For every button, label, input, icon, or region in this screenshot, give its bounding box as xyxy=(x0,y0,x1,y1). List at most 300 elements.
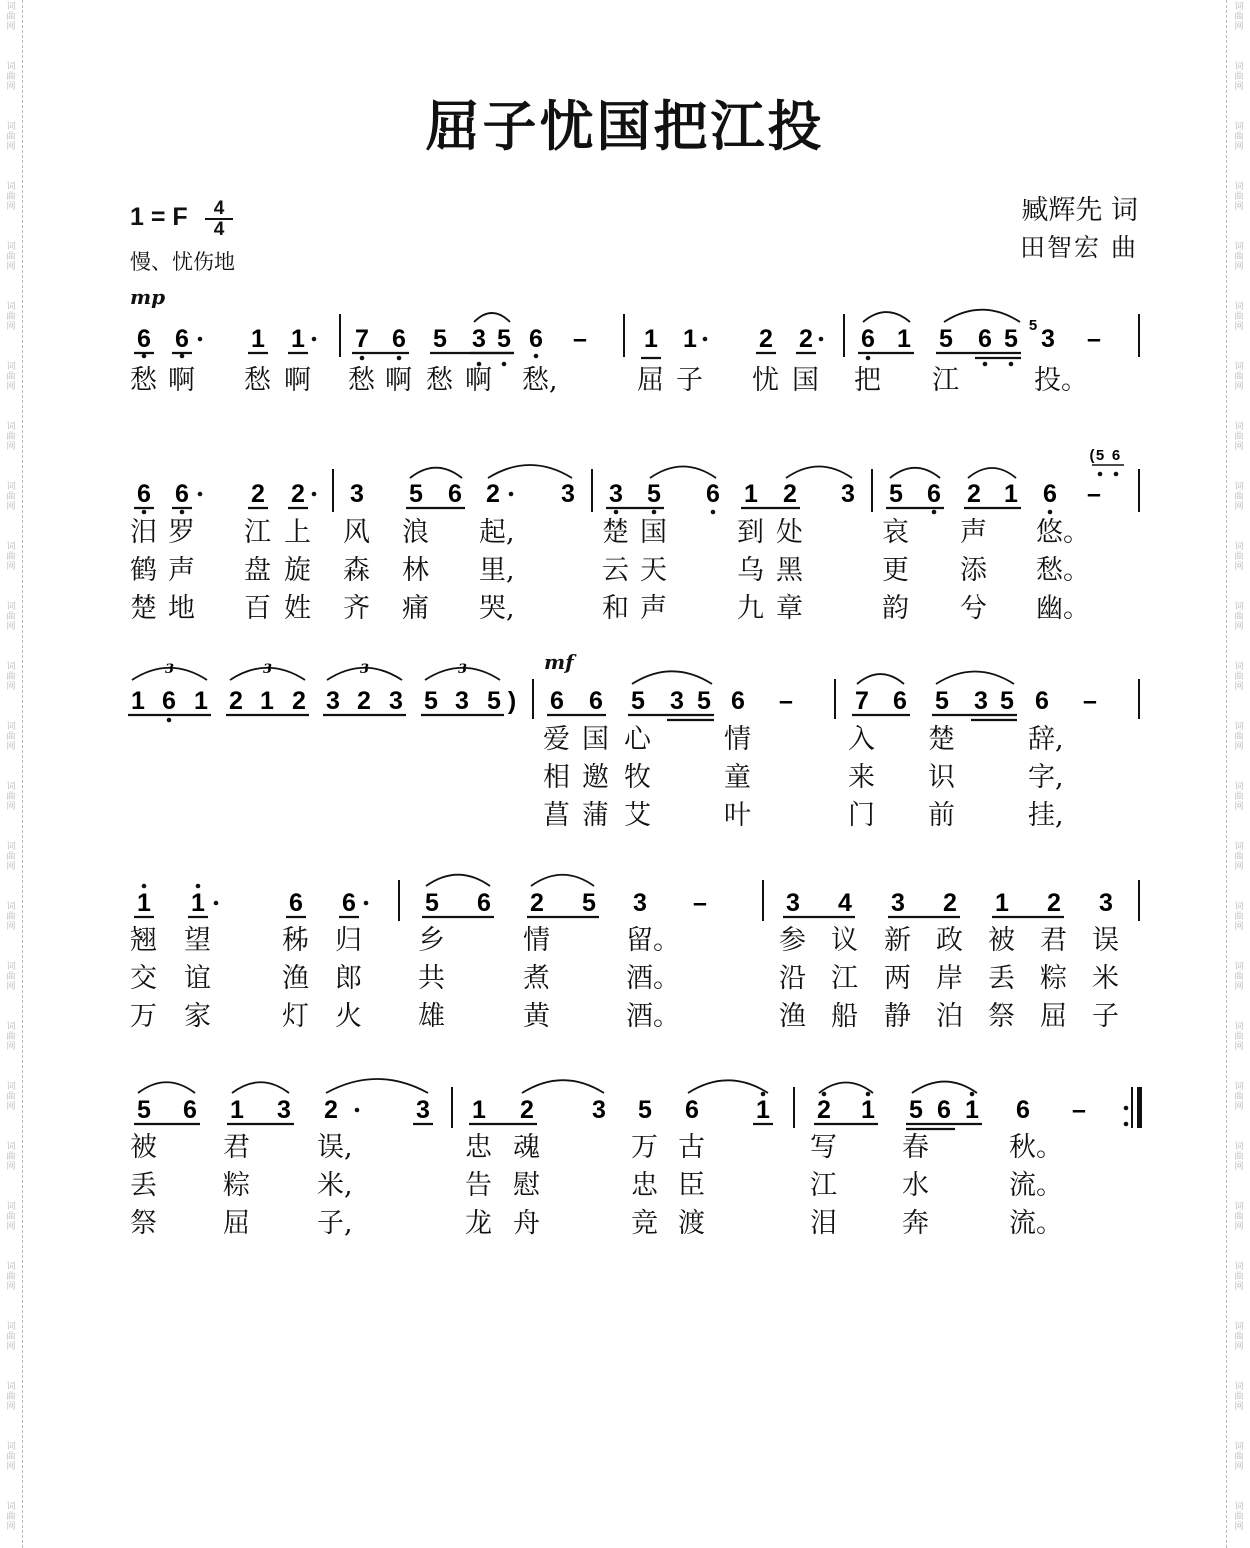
note: 2 xyxy=(357,687,371,715)
note: 2 xyxy=(520,1096,534,1124)
lyric-syllable: 江 xyxy=(810,1170,837,1201)
watermark-text: 词 曲 网 xyxy=(6,182,16,212)
note: 1 xyxy=(131,687,145,715)
watermark-text: 词 曲 网 xyxy=(1234,362,1244,392)
note: 6 xyxy=(978,325,992,353)
watermark-text: 词 曲 网 xyxy=(6,542,16,572)
lyric-syllable: 渡 xyxy=(678,1208,705,1239)
lyric-syllable: 心 xyxy=(624,724,651,755)
lyric-syllable: 留。 xyxy=(626,925,680,956)
octave-dot xyxy=(1009,362,1014,367)
note: 7 xyxy=(855,687,869,715)
lyric-syllable: 春 xyxy=(902,1132,929,1163)
note: 6 xyxy=(589,687,603,715)
note: 1 xyxy=(291,325,305,353)
lyric-syllable: 米 xyxy=(1092,963,1119,994)
lyric-syllable: 煮 xyxy=(523,963,550,994)
note: 1 xyxy=(897,325,911,353)
lyric-syllable: 挂, xyxy=(1028,800,1064,831)
lyric-syllable: 黑 xyxy=(776,555,803,586)
lyric-syllable: 谊 xyxy=(184,963,211,994)
lyric-syllable: 泊 xyxy=(936,1001,963,1032)
lyric-syllable: 流。 xyxy=(1009,1170,1063,1201)
lyric-syllable: 万 xyxy=(631,1132,658,1163)
repeat-dot xyxy=(1124,1106,1129,1111)
lyric-syllable: 声 xyxy=(168,555,195,586)
note: 2 xyxy=(943,889,957,917)
lyric-syllable: 政 xyxy=(936,925,963,956)
octave-dot xyxy=(142,354,147,359)
lyric-syllable: 字, xyxy=(1028,762,1064,793)
lyric-syllable: 雄 xyxy=(418,1001,445,1032)
note: 1 xyxy=(756,1096,770,1124)
note: 2 xyxy=(530,889,544,917)
lyric-syllable: 误, xyxy=(317,1132,353,1163)
note: 5 xyxy=(433,325,447,353)
note: 6 xyxy=(477,889,491,917)
watermark-text: 词 曲 网 xyxy=(6,962,16,992)
note: 3 xyxy=(561,480,575,508)
lyric-syllable: 愁 xyxy=(244,365,271,396)
lyric-syllable: 到 xyxy=(737,517,764,548)
lyric-syllable: 误 xyxy=(1092,925,1119,956)
lyric-syllable: 子 xyxy=(676,365,703,396)
note: 1 xyxy=(995,889,1009,917)
lyric-syllable: 里, xyxy=(479,555,515,586)
note: 3 xyxy=(472,325,486,353)
tempo-marking: 慢、忧伤地 xyxy=(130,250,235,274)
lyric-syllable: 奔 xyxy=(902,1208,929,1239)
lyric-syllable: 水 xyxy=(902,1170,929,1201)
augmentation-dot xyxy=(198,492,203,497)
lyric-syllable: 江 xyxy=(831,963,858,994)
note: 6 xyxy=(162,687,176,715)
lyric-syllable: 岸 xyxy=(936,963,963,994)
note: 6 xyxy=(392,325,406,353)
watermark-text: 词 曲 网 xyxy=(6,1202,16,1232)
lyric-syllable: 舟 xyxy=(513,1208,540,1239)
lyric-syllable: 叶 xyxy=(724,800,751,831)
augmentation-dot xyxy=(364,901,369,906)
lyric-syllable: 章 xyxy=(776,593,803,624)
watermark-text: 词 曲 网 xyxy=(1234,1082,1244,1112)
octave-dot xyxy=(761,1092,766,1097)
lyric-syllable: 啊 xyxy=(385,365,412,396)
slur-arc xyxy=(410,468,462,478)
note: 6 xyxy=(289,889,303,917)
watermark-text: 词 曲 网 xyxy=(1234,1382,1244,1412)
note: 6 xyxy=(706,480,720,508)
triplet-label: 3 xyxy=(164,662,175,677)
lyric-syllable: 兮 xyxy=(960,593,987,624)
lyric-syllable: 国 xyxy=(640,517,667,548)
lyric-syllable: 粽 xyxy=(223,1170,250,1201)
watermark-text: 词 曲 网 xyxy=(1234,182,1244,212)
lyric-syllable: 龙 xyxy=(465,1208,492,1239)
note: 3 xyxy=(1041,325,1055,353)
lyric-syllable: 愁, xyxy=(522,365,558,396)
note: 1 xyxy=(744,480,758,508)
watermark-text: 词 曲 网 xyxy=(1234,602,1244,632)
lyric-syllable: 九 xyxy=(737,593,764,624)
note: 1 xyxy=(861,1096,875,1124)
song-title: 屈子忧国把江投 xyxy=(425,94,825,158)
watermark-text: 词 曲 网 xyxy=(6,902,16,932)
lyric-syllable: 旋 xyxy=(284,555,311,586)
note: 5 xyxy=(1000,687,1014,715)
lyric-syllable: 更 xyxy=(882,555,909,586)
lyric-syllable: 国 xyxy=(792,365,819,396)
note: 1 xyxy=(194,687,208,715)
lyric-syllable: 添 xyxy=(960,555,987,586)
lyric-syllable: 艾 xyxy=(624,800,651,831)
lyric-syllable: 渔 xyxy=(282,963,309,994)
note: 2 xyxy=(291,480,305,508)
lyric-syllable: 盘 xyxy=(244,555,271,586)
watermark-text: 词 曲 网 xyxy=(6,782,16,812)
slur-arc xyxy=(968,468,1016,478)
slur-arc xyxy=(474,313,510,322)
lyric-syllable: 门 xyxy=(848,800,875,831)
lyric-syllable: 秭 xyxy=(282,925,309,956)
lyric-syllable: 泪 xyxy=(810,1208,837,1239)
watermark-text: 词 曲 网 xyxy=(6,2,16,32)
octave-dot xyxy=(1098,472,1103,477)
octave-dot xyxy=(711,510,716,515)
lyric-syllable: 投。 xyxy=(1034,365,1088,396)
augmentation-dot xyxy=(509,492,514,497)
lyric-syllable: 爱 xyxy=(543,724,570,755)
note: 2 xyxy=(292,687,306,715)
lyric-syllable: 写 xyxy=(810,1132,837,1163)
note: 6 xyxy=(1043,480,1057,508)
lyric-syllable: 国 xyxy=(582,724,609,755)
slur-arc xyxy=(857,674,904,684)
watermark-text: 词 曲 网 xyxy=(6,362,16,392)
lyric-syllable: 乌 xyxy=(737,555,764,586)
watermark-text: 词 曲 网 xyxy=(1234,902,1244,932)
lyric-syllable: 蒲 xyxy=(582,800,609,831)
octave-dot xyxy=(502,362,507,367)
note: 3 xyxy=(670,687,684,715)
note: 5 xyxy=(889,480,903,508)
lyric-syllable: 哭, xyxy=(479,593,515,624)
slur-arc xyxy=(488,465,572,478)
composer-credit: 田智宏 曲 xyxy=(1020,233,1138,262)
lyric-syllable: 地 xyxy=(168,593,195,624)
lyric-syllable: 参 xyxy=(779,925,806,956)
note: 2 xyxy=(759,325,773,353)
note: 1 xyxy=(251,325,265,353)
augmentation-dot xyxy=(703,337,708,342)
time-signature-top: 4 xyxy=(205,199,233,220)
slur-arc xyxy=(632,671,712,684)
watermark-text: 词 曲 网 xyxy=(1234,1202,1244,1232)
lyricist-credit: 臧辉先 词 xyxy=(1021,195,1138,226)
lyric-syllable: 船 xyxy=(831,1001,858,1032)
watermark-text: 词 曲 网 xyxy=(6,1502,16,1532)
note: 6 xyxy=(1111,447,1121,464)
lyric-syllable: 丢 xyxy=(130,1170,157,1201)
watermark-text: 词 曲 网 xyxy=(6,242,16,272)
slur-arc xyxy=(786,467,852,479)
watermark-text: 词 曲 网 xyxy=(6,1382,16,1412)
watermark-text: 词 曲 网 xyxy=(6,1022,16,1052)
note: 5 xyxy=(497,325,511,353)
augmentation-dot xyxy=(214,901,219,906)
lyric-syllable: 万 xyxy=(130,1001,157,1032)
watermark-text: 词 曲 网 xyxy=(1234,662,1244,692)
watermark-text: 词 曲 网 xyxy=(6,1442,16,1472)
watermark-text: 词 曲 网 xyxy=(1234,962,1244,992)
lyric-syllable: 酒。 xyxy=(626,963,680,994)
watermark-text: 词 曲 网 xyxy=(6,1322,16,1352)
note: 5 xyxy=(638,1096,652,1124)
lyric-syllable: 情 xyxy=(724,724,751,755)
lyric-syllable: 痛 xyxy=(402,593,429,624)
note: 1 xyxy=(965,1096,979,1124)
lyric-syllable: 翘 xyxy=(130,925,157,956)
lyric-syllable: 前 xyxy=(928,800,955,831)
lyric-syllable: 幽。 xyxy=(1036,593,1090,624)
slur-arc xyxy=(912,1082,977,1093)
lyric-syllable: 子, xyxy=(317,1208,353,1239)
note: 3 xyxy=(891,889,905,917)
octave-dot xyxy=(614,510,619,515)
repeat-dot xyxy=(1124,1122,1129,1127)
lyric-syllable: 议 xyxy=(831,925,858,956)
lyric-syllable: 楚 xyxy=(928,724,955,755)
lyric-syllable: 竞 xyxy=(631,1208,658,1239)
lyric-syllable: 汨 xyxy=(130,517,157,548)
lyric-syllable: 渔 xyxy=(779,1001,806,1032)
watermark-text: 词 曲 网 xyxy=(1234,1022,1244,1052)
lyric-syllable: 云 xyxy=(602,555,629,586)
watermark-text: 词 曲 网 xyxy=(6,1262,16,1292)
note: 6 xyxy=(175,480,189,508)
watermark-text: 词 曲 网 xyxy=(6,602,16,632)
note: 1 xyxy=(137,889,151,917)
lyric-syllable: 和 xyxy=(602,593,629,624)
note: 6 xyxy=(927,480,941,508)
lyric-syllable: 楚 xyxy=(130,593,157,624)
octave-dot xyxy=(866,356,871,361)
lyric-syllable: 百 xyxy=(244,593,271,624)
lyric-syllable: 君 xyxy=(1040,925,1067,956)
octave-dot xyxy=(167,718,172,723)
lyric-syllable: 忧 xyxy=(752,365,779,396)
octave-dot xyxy=(180,510,185,515)
lyric-syllable: 识 xyxy=(928,762,955,793)
lyric-syllable: 处 xyxy=(776,517,803,548)
octave-dot xyxy=(1114,472,1119,477)
dash-extension: – xyxy=(1087,325,1101,353)
dash-extension: – xyxy=(693,889,707,917)
watermark-text: 词 曲 网 xyxy=(1234,1262,1244,1292)
lyric-syllable: 家 xyxy=(184,1001,211,1032)
octave-dot xyxy=(360,356,365,361)
note: 6 xyxy=(529,325,543,353)
lyric-syllable: 子 xyxy=(1092,1001,1119,1032)
note: 5 xyxy=(1095,447,1105,464)
lyric-syllable: 天 xyxy=(640,555,667,586)
slur-arc xyxy=(863,312,910,322)
lyric-syllable: 上 xyxy=(284,517,311,548)
note: 3 xyxy=(455,687,469,715)
dynamic-mf: mf xyxy=(544,650,574,674)
watermark-text: 词 曲 网 xyxy=(1234,242,1244,272)
lyric-syllable: 魂 xyxy=(513,1132,540,1163)
slur-arc xyxy=(936,672,1014,685)
lyric-syllable: 屈 xyxy=(1040,1001,1067,1032)
note: 1 xyxy=(260,687,274,715)
lyric-syllable: 愁 xyxy=(130,365,157,396)
lyric-syllable: 被 xyxy=(130,1132,157,1163)
octave-dot xyxy=(983,362,988,367)
lyric-syllable: 声 xyxy=(960,517,987,548)
lyric-syllable: 酒。 xyxy=(626,1001,680,1032)
octave-dot xyxy=(652,510,657,515)
watermark-text: 词 曲 网 xyxy=(1234,1322,1244,1352)
watermark-text: 词 曲 网 xyxy=(6,1082,16,1112)
lyric-syllable: 丢 xyxy=(988,963,1015,994)
lyric-syllable: 归 xyxy=(335,925,362,956)
note: 3 xyxy=(592,1096,606,1124)
watermark-text: 词 曲 网 xyxy=(1234,1502,1244,1532)
final-bar-thick xyxy=(1137,1087,1142,1128)
note: 3 xyxy=(633,889,647,917)
lyric-syllable: 浪 xyxy=(402,517,429,548)
octave-dot xyxy=(180,354,185,359)
note: 2 xyxy=(817,1096,831,1124)
lyric-syllable: 辞, xyxy=(1028,724,1064,755)
lyric-syllable: 林 xyxy=(402,555,429,586)
note: 6 xyxy=(685,1096,699,1124)
lyric-syllable: 新 xyxy=(884,925,911,956)
watermark-text: 词 曲 网 xyxy=(6,1142,16,1172)
note: 7 xyxy=(355,325,369,353)
lyric-syllable: 共 xyxy=(418,963,445,994)
lyric-syllable: 齐 xyxy=(343,593,370,624)
watermark-text: 词 曲 网 xyxy=(1234,62,1244,92)
note: 5 xyxy=(425,889,439,917)
octave-dot xyxy=(142,510,147,515)
watermark-text: 词 曲 网 xyxy=(1234,542,1244,572)
watermark-text: 词 曲 网 xyxy=(6,662,16,692)
octave-dot xyxy=(397,356,402,361)
watermark-text: 词 曲 网 xyxy=(6,122,16,152)
augmentation-dot xyxy=(312,337,317,342)
lyric-syllable: 江 xyxy=(244,517,271,548)
note: 5 xyxy=(697,687,711,715)
note: 5 xyxy=(409,480,423,508)
lyric-syllable: 菖 xyxy=(543,800,570,831)
note: 1 xyxy=(472,1096,486,1124)
augmentation-dot xyxy=(355,1108,360,1113)
note: 2 xyxy=(324,1096,338,1124)
lyric-syllable: 声 xyxy=(640,593,667,624)
lyric-syllable: 乡 xyxy=(418,925,445,956)
note: 5 xyxy=(935,687,949,715)
lyric-syllable: 韵 xyxy=(882,593,909,624)
watermark-text: 词 曲 网 xyxy=(6,302,16,332)
note: 2 xyxy=(1047,889,1061,917)
lyric-syllable: 忠 xyxy=(465,1132,492,1163)
lyric-syllable: 江 xyxy=(932,365,959,396)
watermark-text: 词 曲 网 xyxy=(1234,122,1244,152)
slur-arc xyxy=(531,875,594,886)
lyric-syllable: 鹤 xyxy=(130,555,157,586)
note: 4 xyxy=(838,889,852,917)
lyric-syllable: 楚 xyxy=(602,517,629,548)
note: 5 xyxy=(424,687,438,715)
lyric-syllable: 告 xyxy=(465,1170,492,1201)
note: 6 xyxy=(342,889,356,917)
lyric-syllable: 郎 xyxy=(335,963,362,994)
slur-arc xyxy=(326,1079,428,1093)
lyric-syllable: 愁 xyxy=(426,365,453,396)
watermark-text: 词 曲 网 xyxy=(1234,422,1244,452)
note: 3 xyxy=(974,687,988,715)
note: 3 xyxy=(389,687,403,715)
dash-extension: – xyxy=(779,687,793,715)
note: 6 xyxy=(1035,687,1049,715)
triplet-label: 3 xyxy=(359,662,370,677)
octave-dot xyxy=(932,510,937,515)
dash-extension: – xyxy=(1072,1096,1086,1124)
dash-extension: – xyxy=(1087,480,1101,508)
note: 1 xyxy=(1004,480,1018,508)
lyric-syllable: 啊 xyxy=(465,365,492,396)
note: 6 xyxy=(1016,1096,1030,1124)
lyric-syllable: 古 xyxy=(678,1132,705,1163)
octave-dot xyxy=(196,884,201,889)
slur-arc xyxy=(819,1083,873,1094)
triplet-label: 3 xyxy=(457,662,468,677)
watermark-text: 词 曲 网 xyxy=(6,422,16,452)
note: 5 xyxy=(1028,317,1038,334)
lyric-syllable: 入 xyxy=(848,724,875,755)
lyric-syllable: 相 xyxy=(543,762,570,793)
watermark-text: 词 曲 网 xyxy=(1234,782,1244,812)
slur-arc xyxy=(944,310,1020,322)
lyric-syllable: 森 xyxy=(343,555,370,586)
note: 1 xyxy=(683,325,697,353)
octave-dot xyxy=(1048,510,1053,515)
lyric-syllable: 流。 xyxy=(1009,1208,1063,1239)
note: 6 xyxy=(137,480,151,508)
note: 6 xyxy=(731,687,745,715)
lyric-syllable: 被 xyxy=(988,925,1015,956)
note: 6 xyxy=(893,687,907,715)
note: 6 xyxy=(937,1096,951,1124)
augmentation-dot xyxy=(312,492,317,497)
note: 5 xyxy=(631,687,645,715)
lyric-syllable: 黄 xyxy=(523,1001,550,1032)
lyric-syllable: 祭 xyxy=(988,1001,1015,1032)
note: 3 xyxy=(416,1096,430,1124)
note: ( xyxy=(1089,447,1095,464)
note: 3 xyxy=(841,480,855,508)
note: 1 xyxy=(191,889,205,917)
lyric-syllable: 童 xyxy=(724,762,751,793)
note: 1 xyxy=(230,1096,244,1124)
lyric-syllable: 忠 xyxy=(631,1170,658,1201)
note: 3 xyxy=(350,480,364,508)
octave-dot xyxy=(142,884,147,889)
note: 5 xyxy=(939,325,953,353)
slur-arc xyxy=(522,1080,604,1093)
